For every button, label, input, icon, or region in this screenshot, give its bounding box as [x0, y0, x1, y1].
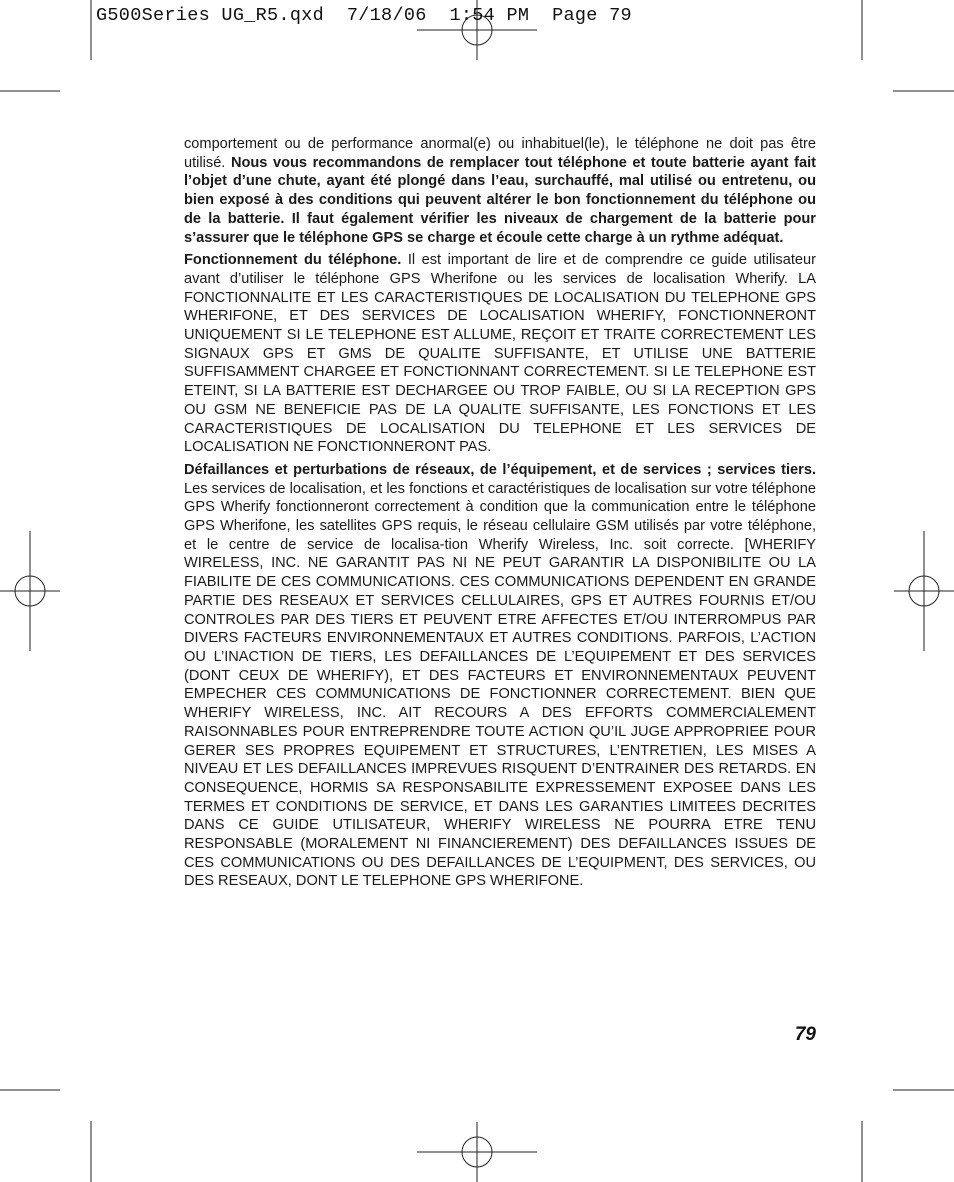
paragraph-text: comportement ou de performance anormal(e) ou inhabituel(le), le téléphone ne doit pas être utilisé.: [184, 136, 816, 171]
paragraph-phone-operation: [184, 251, 816, 457]
print-slug: G500Series UG_R5.qxd 7/18/06 1:54 PM Page 79: [96, 5, 632, 26]
paragraph-network-failures: [184, 461, 816, 891]
paragraph-text: Il est important de lire et de comprendre ce guide utilisateur avant d’utiliser le téléphone GPS Wherifone ou les services de localisation Wherify. LA FONCTIONNALITE ET LES CARACTERISTIQUES DE LOCALISATION DU TELEPHONE GPS WHERIFONE, ET DES SERVICES DE LOCALISATION WHERIFY, FONCTIONNERONT UNIQUEMENT SI LE TELEPHONE EST ALLUME, REÇOIT ET TRAITE CORRECTEMENT LES SIGNAUX GPS ET GMS DE QUALITE SUFFISANTE, ET UTILISE UNE BATTERIE SUFFISAMMENT CHARGEE ET FONCTIONNANT CORRECTEMENT. SI LE TELEPHONE EST ETEINT, SI LA BATTERIE EST DECHARGEE OU TROP FAIBLE, OU SI LA RECEPTION GPS OU GSM NE BENEFICIE PAS DE LA QUALITE SUFFISANTE, LES FONCTIONS ET LES CARACTERISTIQUES DE LOCALISATION DU TELEPHONE ET LES SERVICES DE LOCALISATION NE FONCTIONNERONT PAS.: [184, 252, 816, 456]
registration-mark-left: [0, 531, 60, 651]
paragraph-text: Les services de localisation, et les fonctions et caractéristiques de localisation sur votre téléphone GPS Wherify fonctionneront correctement à condition que la communication entre le téléphone GPS Wherifone, les satellites GPS requis, le réseau cellulaire GSM utilisés par votre téléphone, et le centre de service de localisa-tion Wherify Wireless, Inc. soit correcte. [WHERIFY WIRELESS, INC. NE GARANTIT PAS NI NE PEUT GARANTIR LA DISPONIBILITE OU LA FIABILITE DE CES COMMUNICATIONS. CES COMMUNICATIONS DEPENDENT EN GRANDE PARTIE DES RESEAUX ET SERVICES CELLULAIRES, GPS ET AUTRES FOURNIS ET/OU CONTROLES PAR DES TIERS ET PEUVENT ETRE AFFECTES ET/OU INTERROMPUS PAR DIVERS FACTEURS ENVIRONNEMENTAUX ET AUTRES CONDITIONS. PARFOIS, L’ACTION OU L’INACTION DE TIERS, LES DEFAILLANCES DE L’EQUIPEMENT ET DES SERVICES (DONT CEUX DE WHERIFY), ET DES FACTEURS ET ENVIRONNEMENTAUX PEUVENT EMPECHER CES COMMUNICATIONS DE FONCTIONNER CORRECTEMENT. BIEN QUE WHERIFY WIRELESS, INC. AIT RECOURS A DES EFFORTS COMMERCIALEMENT RAISONNABLES POUR ENTREPRENDRE TOUTE ACTION QU’IL JUGE APPROPRIEE POUR GERER SES PROPRES EQUIPEMENT ET STRUCTURES, L’ENTRETIEN, LES MISES A NIVEAU ET LES DEFAILLANCES IMPREVUES RISQUENT D’ENTRAINER DES RETARDS. EN CONSEQUENCE, HORMIS SA RESPONSABILITE EXPRESSEMENT EXPOSEE DANS LES TERMES ET CONDITIONS DE SERVICE, ET DANS LES GARANTIES LIMITEES DECRITES DANS CE GUIDE UTILISATEUR, WHERIFY WIRELESS NE POURRA ETRE TENU RESPONSABLE (MORALEMENT NI FINANCIEREMENT) DES DEFAILLANCES ISSUES DE CES COMMUNICATIONS OU DES DEFAILLANCES DE L’EQUIPMENT, DES SERVICES, OU DES RESEAUX, DONT LE TELEPHONE GPS WHERIFONE.: [184, 480, 816, 890]
registration-mark-right: [894, 531, 954, 651]
registration-mark-bottom: [417, 1122, 537, 1182]
body-text: [184, 135, 816, 895]
paragraph-battery-warning: [184, 135, 816, 247]
paragraph-heading: Fonctionnement du téléphone.: [184, 252, 402, 269]
paragraph-heading: Défaillances et perturbations de réseaux, de l’équipement, et de services ; services tiers.: [184, 461, 816, 478]
page-number: 79: [794, 1024, 816, 1045]
paragraph-bold-text: Nous vous recommandons de remplacer tout téléphone et toute batterie ayant fait l’objet d’une chute, ayant été plongé dans l’eau, surchauffé, mal utilisé ou entretenu, ou bien exposé à des conditions qui peuvent altérer le bon fonctionnement du téléphone ou de la batterie. Il faut également vérifier les niveaux de chargement de la batterie pour s’assurer que le téléphone GPS se charge et écoule cette charge à un rythme adéquat.: [184, 154, 816, 246]
